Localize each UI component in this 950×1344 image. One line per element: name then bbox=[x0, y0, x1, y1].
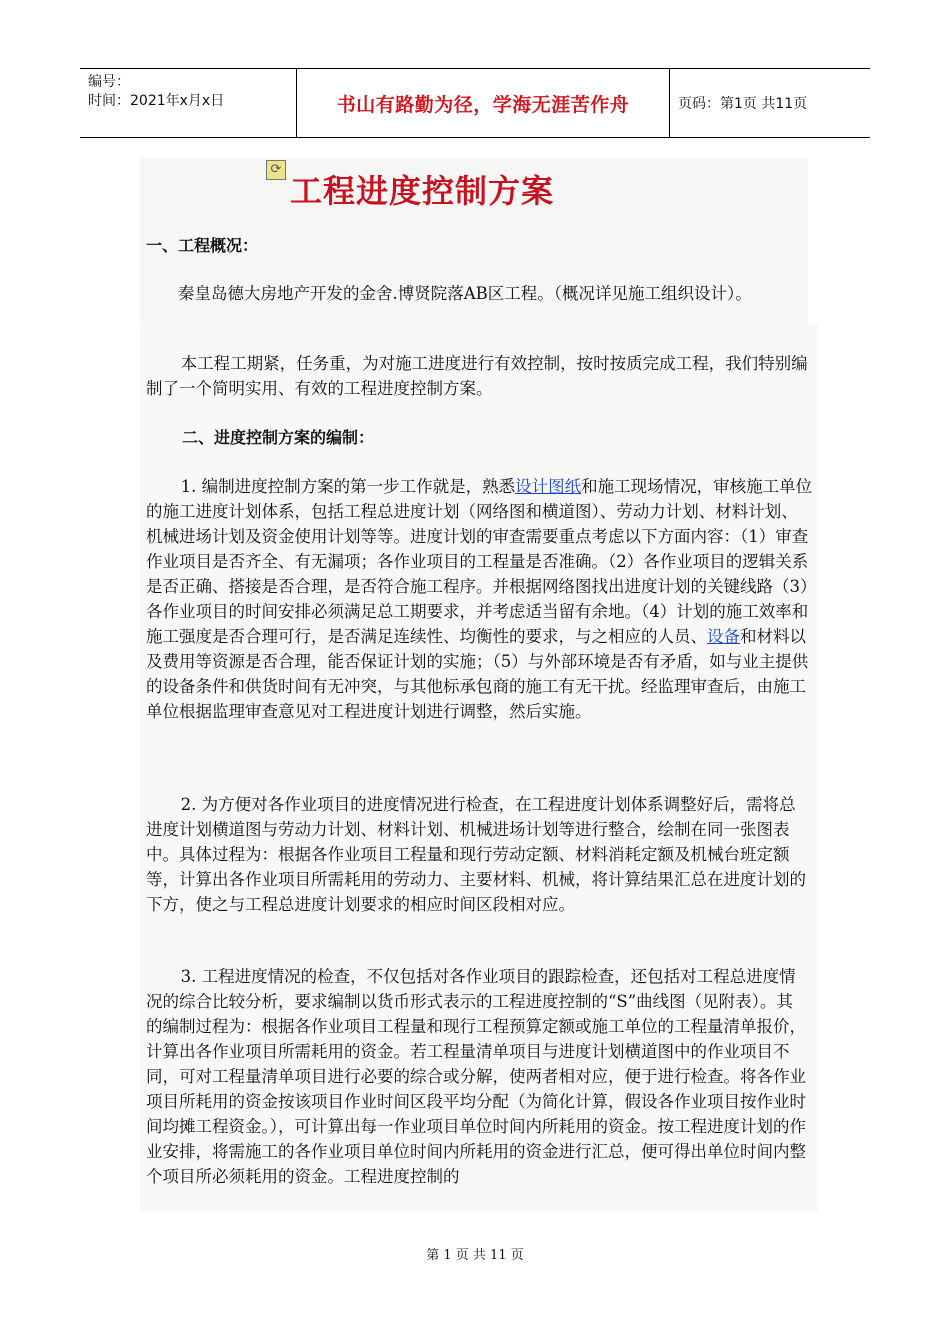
header-meta bbox=[80, 69, 297, 137]
para1-text-b: 和施工现场情况，审核施工单位的施工进度计划体系，包括工程总进度计划（网络图和横道图）、劳动力计划、材料计划、机械进场计划及资金使用计划等等。进度计划的审查需要重点考虑以下方面内容：（1）审查作业项目是否齐全、有无漏项；各作业项目的工程量是否准确。（2）各作业项目的逻辑关系是否正确、搭接是否合理，是否符合施工程序。并根据网络图找出进度计划的关键线路（3）各作业项目的时间安排必须满足总工期要求，并考虑适当留有余地。（4）计划的施工效率和施工强度是否合理可行，是否满足连续性、均衡性的要求，与之相应的人员、 bbox=[146, 477, 813, 646]
intro-paragraph: 本工程工期紧，任务重，为对施工进度进行有效控制，按时按质完成工程，我们特别编制了一个简明实用、有效的工程进度控制方案。 bbox=[146, 354, 808, 398]
paragraph-2: 2. 为方便对各作业项目的进度情况进行检查，在工程进度计划体系调整好后，需将总进度计划横道图与劳动力计划、材料计划、机械进场计划等进行整合，绘制在同一张图表中。具体过程为：根据各作业项目工程量和现行劳动定额、材料消耗定额及机械台班定额等，计算出各作业项目所需耗用的劳动力、主要材料、机械，将计算结果汇总在进度计划的下方，使之与工程总进度计划要求的相应时间区段相对应。 bbox=[146, 795, 806, 914]
embedded-object-icon: ⟳ bbox=[266, 160, 286, 180]
number-label: 编号： bbox=[88, 74, 130, 90]
paragraph-1 bbox=[146, 474, 814, 724]
para1-text-c: 和材料以及费用等资源是否合理，能否保证计划的实施；（5）与外部环境是否有矛盾，如与业主提供的设备条件和供货时间有无冲突，与其他标承包商的施工有无干扰。经监理审查后，由施工单位根据监理审查意见对工程进度计划进行调整，然后实施。 bbox=[146, 627, 809, 721]
document-title: 工程进度控制方案 bbox=[290, 172, 555, 210]
time-label: 时间：2021年x月x日 bbox=[88, 93, 225, 109]
link-design-drawings[interactable]: 设计图纸 bbox=[515, 477, 582, 496]
title-row bbox=[266, 158, 554, 212]
paragraph-3: 3. 工程进度情况的检查，不仅包括对各作业项目的跟踪检查，还包括对工程总进度情况的综合比较分析，要求编制以货币形式表示的工程进度控制的“S”曲线图（见附表）。其的编制过程为：根据各作业项目工程量和现行工程预算定额或施工单位的工程量清单报价，计算出各作业项目所需耗用的资金。若工程量清单项目与进度计划横道图中的作业项目不同，可对工程量清单项目进行必要的综合或分解，使两者相对应，便于进行检查。将各作业项目所耗用的资金按该项目作业时间区段平均分配（为简化计算，假设各作业项目按作业时间均摊工程资金。），可计算出每一作业项目单位时间内所耗用的资金。按工程进度计划的作业安排，将需施工的各作业项目单位时间内所耗用的资金进行汇总，便可得出单位时间内整个项目所必须耗用的资金。工程进度控制的 bbox=[146, 967, 806, 1186]
overview-paragraph: 秦皇岛德大房地产开发的金舍.博贤院落AB区工程。（概况详见施工组织设计）。 bbox=[178, 284, 752, 303]
para1-text-a: 1. 编制进度控制方案的第一步工作就是，熟悉 bbox=[180, 477, 516, 496]
header-page-info: 页码：第1页 共11页 bbox=[678, 96, 808, 112]
link-equipment[interactable]: 设备 bbox=[707, 627, 740, 646]
page-header bbox=[80, 68, 870, 138]
page-footer: 第 1 页 共 11 页 bbox=[426, 1248, 524, 1263]
section1-heading: 一、工程概况： bbox=[146, 236, 259, 255]
section2-heading: 二、进度控制方案的编制： bbox=[182, 428, 375, 447]
header-motto: 书山有路勤为径，学海无涯苦作舟 bbox=[297, 69, 670, 137]
